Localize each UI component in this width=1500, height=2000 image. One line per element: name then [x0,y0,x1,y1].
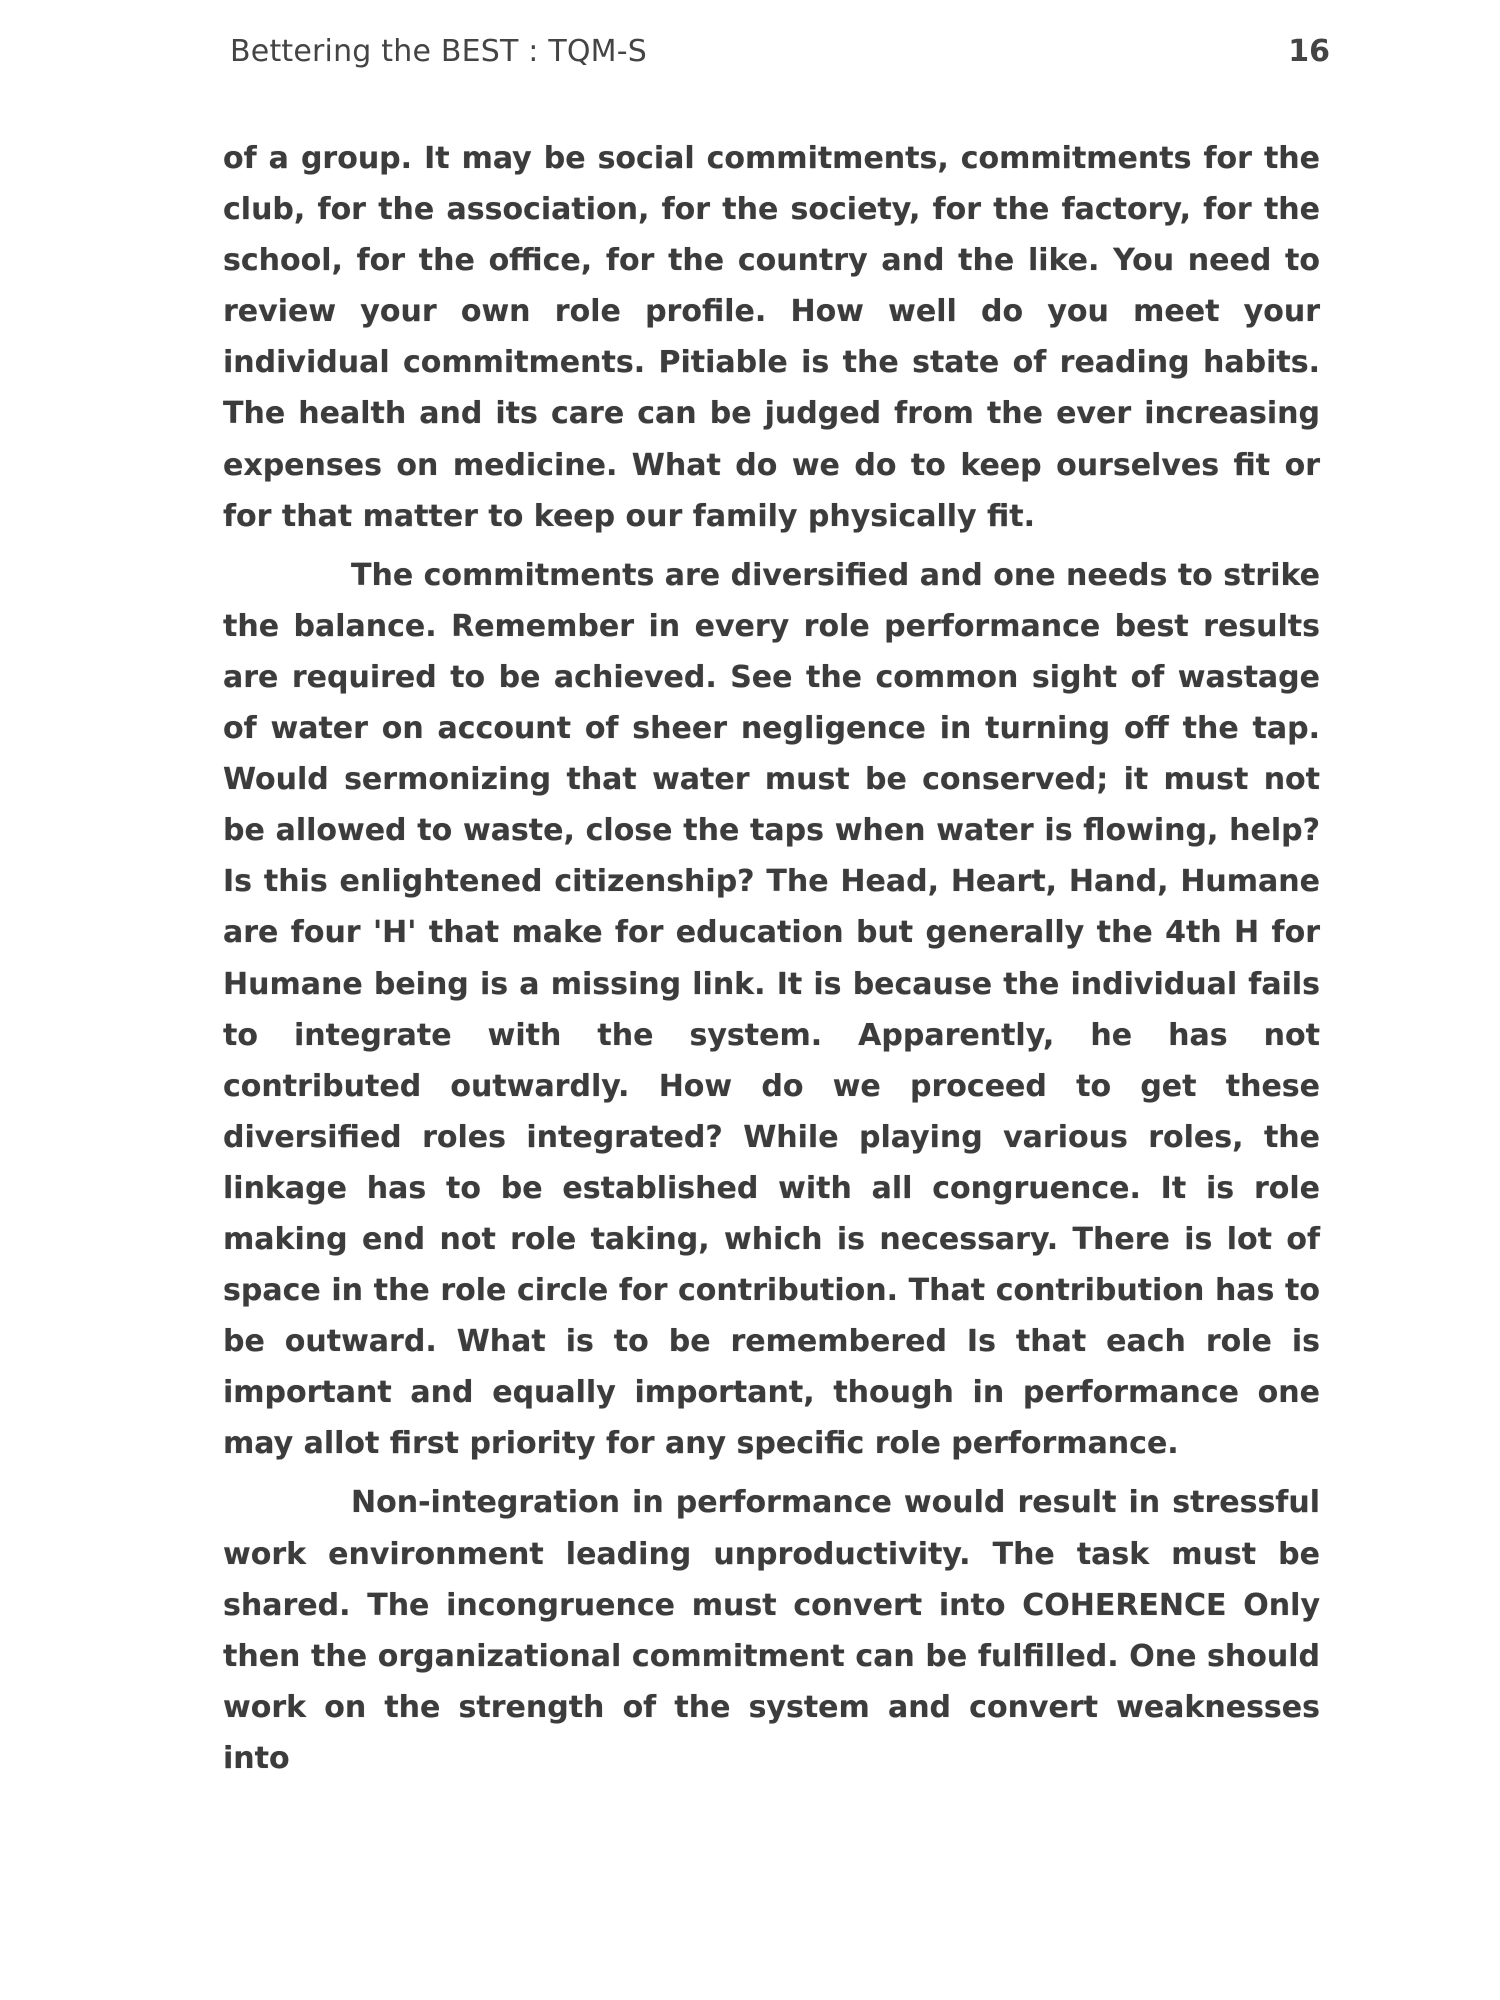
paragraph-commitments: The commitments are diversified and one needs to strike the balance. Remember in every role performance best results are required to be achieved. See the common sight of wastage of water on account of sheer negligence in turning off the tap. Would sermonizing that water must be conserved; it must not be allowed to waste, close the taps when water is flowing, help? Is this enlightened citizenship? The Head, Heart, Hand, Humane are four 'H' that make for education but generally the 4th H for Humane being is a missing link. It is because the individual fails to integrate with the system. Apparently, he has not contributed outwardly. How do we proceed to get these diversified roles integrated? While playing various roles, the linkage has to be established with all congruence. It is role making end not role taking, which is necessary. There is lot of space in the role circle for contribution. That contribution has to be outward. What is to be remembered Is that each role is important and equally important, though in performance one may allot first priority for any specific role performance. [223,557,1320,1462]
body-text [223,133,1320,1784]
paragraph-non-integration: Non-integration in performance would result in stressful work environment leading unproductivity. The task must be shared. The incongruence must convert into COHERENCE Only then the organizational commitment can be fulfilled. One should work on the strength of the system and convert weaknesses into [223,1485,1320,1776]
running-title: Bettering the BEST : TQM-S [230,34,648,69]
paragraph-continued: of a group. It may be social commitments, commitments for the club, for the association, for the society, for the factory, for the school, for the office, for the country and the like. You need to review your own role profile. How well do you meet your individual commitments. Pitiable is the state of reading habits. The health and its care can be judged from the ever increasing expenses on medicine. What do we do to keep ourselves fit or for that matter to keep our family physically fit. [223,141,1320,534]
running-header [230,34,1330,84]
page-number: 16 [1288,34,1330,69]
